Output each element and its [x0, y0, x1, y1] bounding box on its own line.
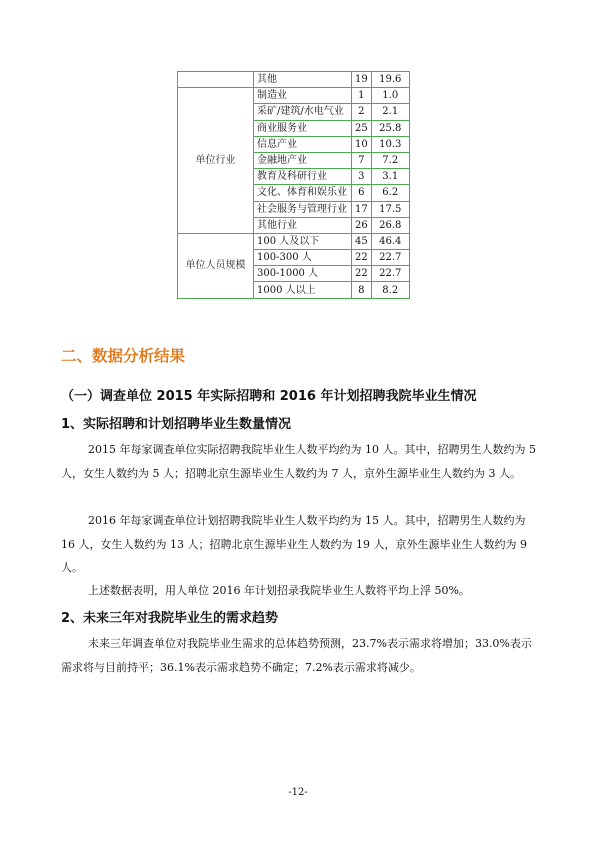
item-label: 采矿/建筑/水电气业 [254, 104, 352, 120]
paragraph-2015: 2015 年每家调查单位实际招聘我院毕业生人数平均约为 10 人。其中，招聘男生人数约为 5 人，女生人数约为 5 人；招聘北京生源毕业生人数约为 7 人，京外生源毕业生人数约为 3 人。 [61, 443, 536, 480]
item-count: 17 [352, 201, 372, 217]
item-count: 26 [352, 217, 372, 233]
item-count: 19 [352, 72, 372, 88]
item-label: 制造业 [254, 88, 352, 104]
item-count: 6 [352, 185, 372, 201]
item-percent: 8.2 [371, 282, 409, 298]
item-label: 金融地产业 [254, 152, 352, 168]
item-percent: 1.0 [371, 88, 409, 104]
item-count: 22 [352, 250, 372, 266]
section-title: 二、数据分析结果 [61, 347, 186, 365]
subsection-title: （一）调查单位 2015 年实际招聘和 2016 年计划招聘我院毕业生情况 [61, 389, 477, 404]
item-label: 社会服务与管理行业 [254, 201, 352, 217]
item-label: 文化、体育和娱乐业 [254, 185, 352, 201]
item-label: 100 人及以下 [254, 233, 352, 249]
category-cell [178, 72, 254, 88]
item-percent: 22.7 [371, 266, 409, 282]
item-count: 22 [352, 266, 372, 282]
paragraph-2016: 2016 年每家调查单位计划招聘我院毕业生人数平均约为 15 人。其中，招聘男生人数约为 16 人，女生人数约为 13 人；招聘北京生源毕业生人数约为 19 人，京外生源毕业生人数约为 9 人。 [61, 514, 527, 574]
item-label: 1000 人以上 [254, 282, 352, 298]
item-percent: 46.4 [371, 233, 409, 249]
table-row [178, 88, 410, 104]
item-percent: 25.8 [371, 120, 409, 136]
item-count: 7 [352, 152, 372, 168]
distribution-table [177, 71, 410, 299]
heading-demand-trend: 2、未来三年对我院毕业生的需求趋势 [61, 611, 279, 626]
item-label: 其他 [254, 72, 352, 88]
item-percent: 3.1 [371, 169, 409, 185]
item-count: 1 [352, 88, 372, 104]
table-row [178, 233, 410, 249]
item-count: 25 [352, 120, 372, 136]
paragraph-summary: 上述数据表明，用人单位 2016 年计划招录我院毕业生人数将平均上浮 50%。 [88, 584, 470, 597]
page-number: -12- [288, 787, 308, 798]
item-count: 3 [352, 169, 372, 185]
item-percent: 7.2 [371, 152, 409, 168]
item-percent: 10.3 [371, 136, 409, 152]
item-percent: 2.1 [371, 104, 409, 120]
category-cell-size: 单位人员规模 [178, 233, 254, 298]
table-row [178, 72, 410, 88]
item-label: 其他行业 [254, 217, 352, 233]
item-count: 2 [352, 104, 372, 120]
item-percent: 6.2 [371, 185, 409, 201]
item-label: 信息产业 [254, 136, 352, 152]
item-label: 300-1000 人 [254, 266, 352, 282]
item-percent: 22.7 [371, 250, 409, 266]
item-percent: 17.5 [371, 201, 409, 217]
item-percent: 26.8 [371, 217, 409, 233]
category-cell-industry: 单位行业 [178, 88, 254, 234]
heading-recruitment-numbers: 1、实际招聘和计划招聘毕业生数量情况 [61, 417, 292, 432]
item-label: 教育及科研行业 [254, 169, 352, 185]
item-percent: 19.6 [371, 72, 409, 88]
item-label: 商业服务业 [254, 120, 352, 136]
item-count: 10 [352, 136, 372, 152]
item-count: 8 [352, 282, 372, 298]
paragraph-trend: 未来三年调查单位对我院毕业生需求的总体趋势预测，23.7%表示需求将增加；33.0%表示需求将与目前持平；36.1%表示需求趋势不确定；7.2%表示需求将减少。 [61, 637, 532, 674]
item-count: 45 [352, 233, 372, 249]
item-label: 100-300 人 [254, 250, 352, 266]
